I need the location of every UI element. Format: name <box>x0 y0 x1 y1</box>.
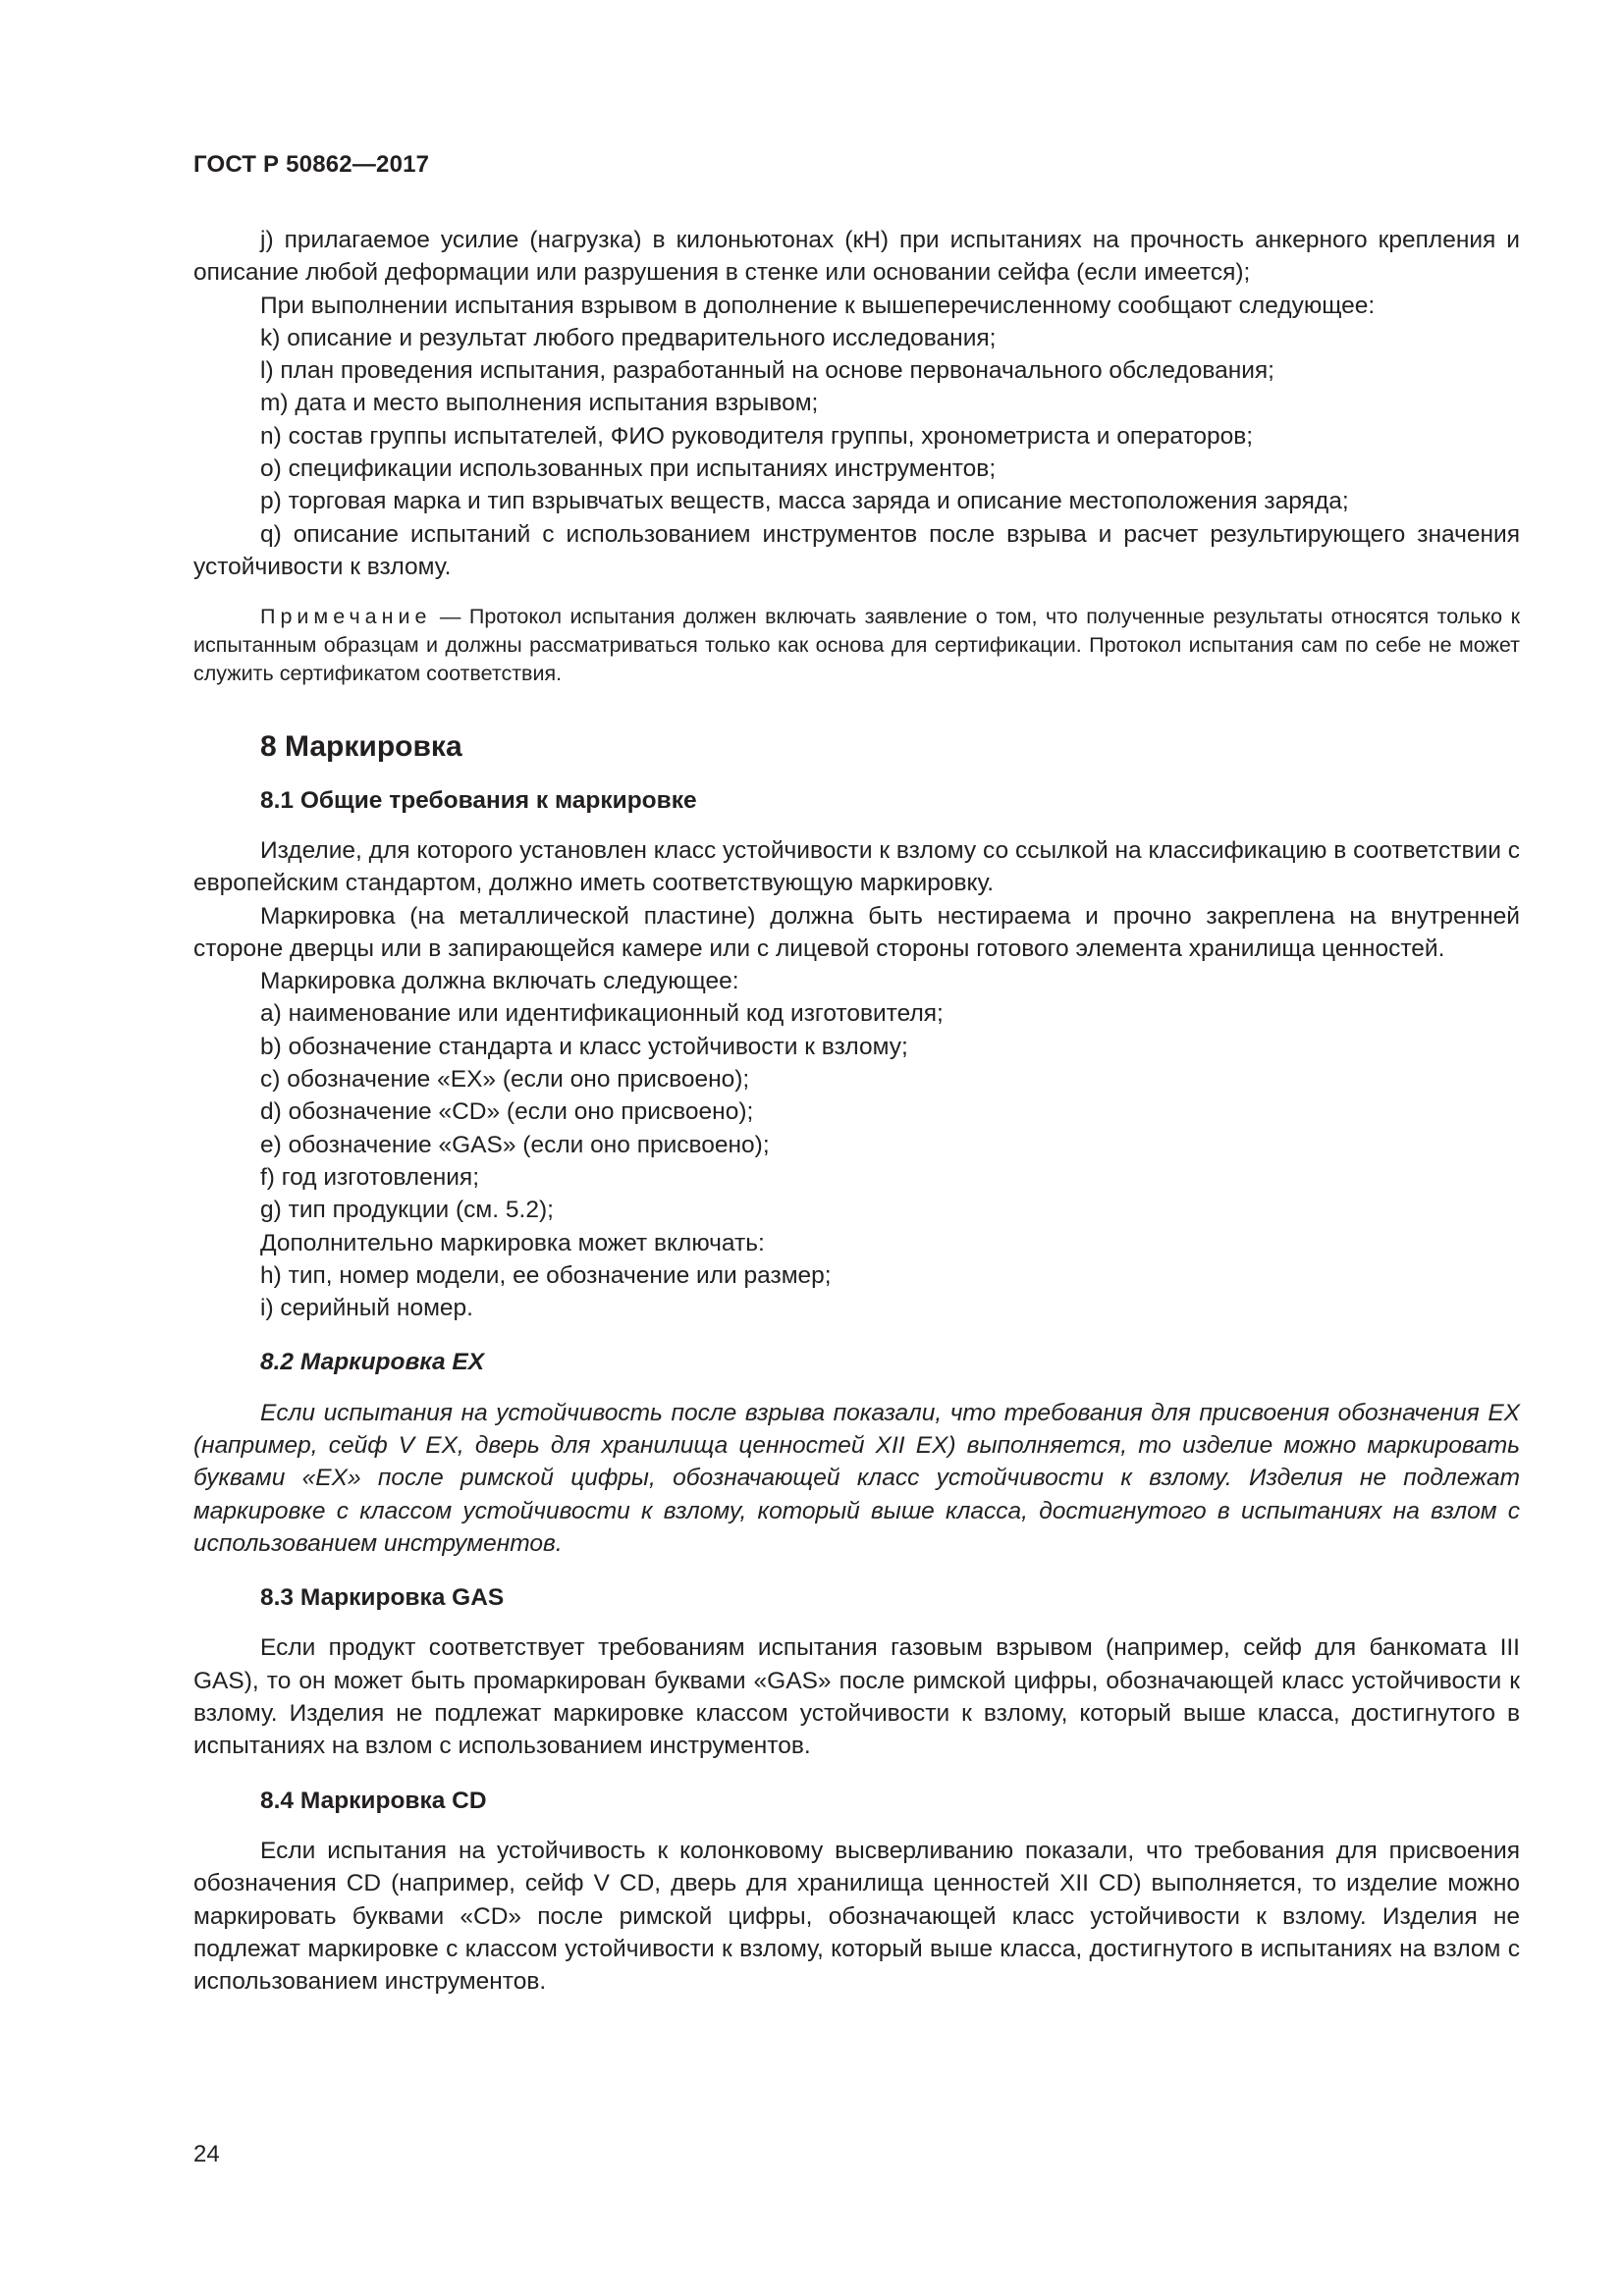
document-body <box>193 224 1520 1998</box>
explosion-intro: При выполнении испытания взрывом в дополнение к вышеперечисленному сообщают следующее: <box>260 292 1376 319</box>
list-item: d) обозначение «CD» (если оно присвоено); <box>260 1098 754 1126</box>
section-8-3-para: Если продукт соответствует требованиям испытания газовым взрывом (например, сейф для банкомата III GAS), то он может быть промаркирован буквами «GAS» после римской цифры, обозначающей класс устойчивости к взлому. Изделия не подлежат маркировке классом устойчивости к взлому, который выше класса, достигнутого в испытаниях на взлом с использованием инструментов. <box>193 1634 1520 1760</box>
list-item: l) план проведения испытания, разработанный на основе первоначального обследования; <box>260 357 1274 385</box>
section-8-1-para-2: Маркировка (на металлической пластине) должна быть нестираема и прочно закреплена на внутренней стороне дверцы или в запирающейся камере или с лицевой стороны готового элемента хранилища ценностей. <box>193 902 1520 962</box>
section-8-2-para: Если испытания на устойчивость после взрыва показали, что требования для присвоения обозначения EX (например, сейф V EX, дверь для хранилища ценностей XII EX) выполняется, то изделие можно маркировать буквами «EX» после римской цифры, обозначающей класс устойчивости к взлому. Изделия не подлежат маркировке с классом устойчивости к взлому, который выше класса, достигнутого в испытаниях на взлом с использованием инструментов. <box>193 1399 1520 1557</box>
section-8-2-title: 8.2 Маркировка EX <box>260 1349 485 1376</box>
list-item: f) год изготовления; <box>260 1163 480 1191</box>
list-item: g) тип продукции (см. 5.2); <box>260 1197 554 1224</box>
list-item: e) обозначение «GAS» (если оно присвоено); <box>260 1131 770 1158</box>
item-j: j) прилагаемое усилие (нагрузка) в килоньютонах (кН) при испытаниях на прочность анкерного крепления и описание любой деформации или разрушения в стенке или основании сейфа (если имеется); <box>193 227 1520 287</box>
list-item: p) торговая марка и тип взрывчатых веществ, масса заряда и описание местоположения заряда; <box>260 488 1349 515</box>
list-item: k) описание и результат любого предварительного исследования; <box>260 324 997 351</box>
section-8-4-para: Если испытания на устойчивость к колонковому высверливанию показали, что требования для присвоения обозначения CD (например, сейф V CD, дверь для хранилища ценностей XII CD) выполняется, то изделие можно маркировать буквами «CD» после римской цифры, обозначающей класс устойчивости к взлому. Изделия не подлежат маркировке с классом устойчивости к взлому, который выше класса, достигнутого в испытаниях на взлом с использованием инструментов. <box>193 1837 1520 1996</box>
list-item: n) состав группы испытателей, ФИО руководителя группы, хронометриста и операторов; <box>260 422 1254 450</box>
list-item: b) обозначение стандарта и класс устойчивости к взлому; <box>260 1033 908 1060</box>
list-item: a) наименование или идентификационный код изготовителя; <box>260 1000 944 1028</box>
list-item: c) обозначение «EX» (если оно присвоено); <box>260 1066 750 1094</box>
item-q: q) описание испытаний с использованием инструментов после взрыва и расчет результирующего значения устойчивости к взлому. <box>193 520 1520 580</box>
section-8-4-title: 8.4 Маркировка CD <box>260 1787 487 1814</box>
section-8-1-extra: Дополнительно маркировка может включать: <box>260 1229 765 1256</box>
note-text: — Протокол испытания должен включать заявление о том, что полученные результаты относятся только к испытанным образцам и должны рассматриваться только как основа для сертификации. Протокол испытания сам по себе не может служить сертификатом соответствия. <box>193 605 1520 685</box>
section-8-title: 8 Маркировка <box>260 729 462 763</box>
note <box>193 603 1520 687</box>
document-header: ГОСТ Р 50862—2017 <box>193 151 430 178</box>
section-8-1-para-3: Маркировка должна включать следующее: <box>260 968 739 995</box>
list-item: m) дата и место выполнения испытания взрывом; <box>260 390 819 417</box>
section-8-3-title: 8.3 Маркировка GAS <box>260 1584 505 1612</box>
list-item: i) серийный номер. <box>260 1295 473 1322</box>
page-number: 24 <box>193 2141 220 2167</box>
list-item: o) спецификации использованных при испытаниях инструментов; <box>260 455 997 483</box>
note-label: Примечание <box>260 605 432 629</box>
section-8-1-title: 8.1 Общие требования к маркировке <box>260 786 697 814</box>
section-8-1-para-1: Изделие, для которого установлен класс устойчивости к взлому со ссылкой на классификацию в соответствии с европейским стандартом, должно иметь соответствующую маркировку. <box>193 836 1520 897</box>
list-item: h) тип, номер модели, ее обозначение или размер; <box>260 1261 832 1289</box>
